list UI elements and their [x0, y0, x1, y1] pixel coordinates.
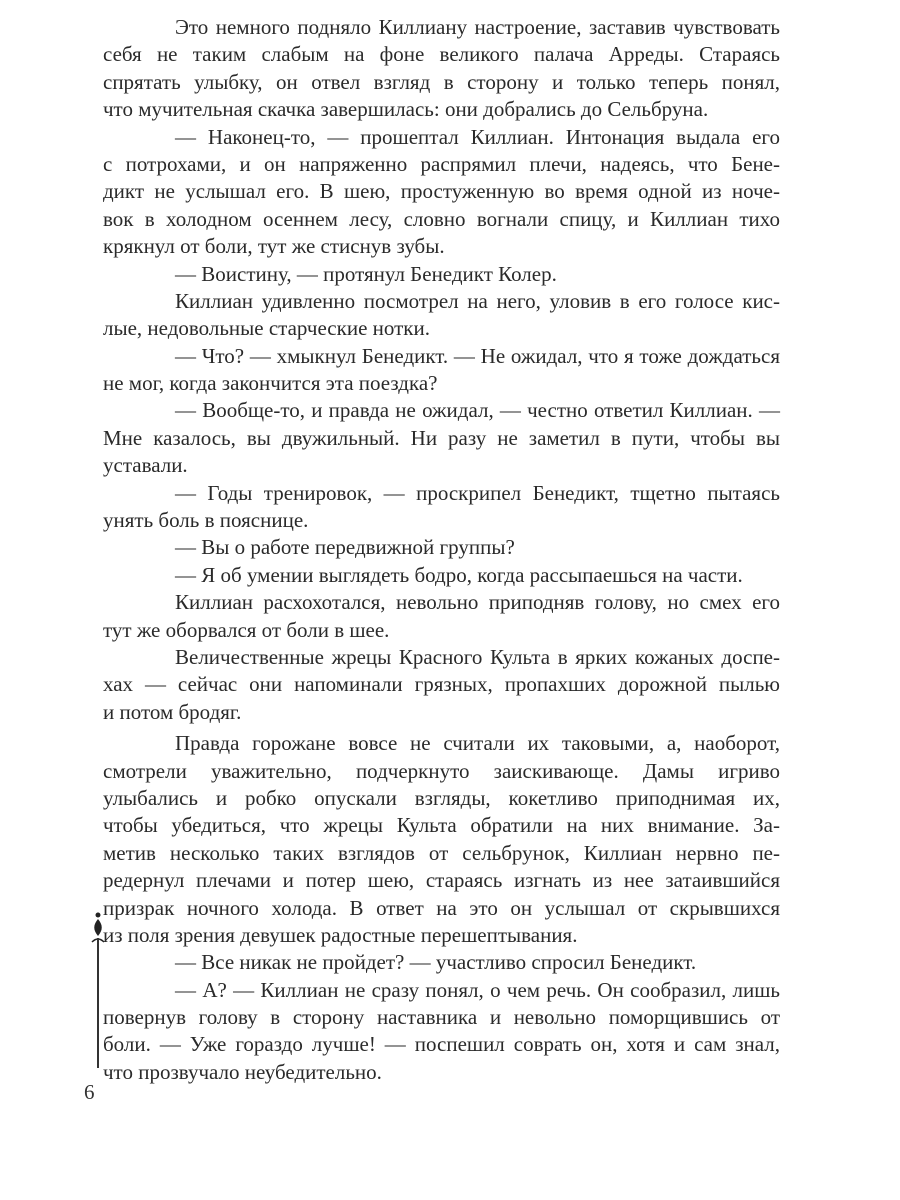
text-line	[103, 812, 780, 839]
text-line	[103, 288, 780, 315]
text-line-content: Это немного подняло Киллиану настроение, заставив чувствовать	[175, 15, 780, 39]
text-line	[103, 370, 780, 397]
text-line-content: — Что? — хмыкнул Бенедикт. — Не ожидал, что я тоже дождаться	[175, 343, 780, 368]
text-line-content: метив несколько таких взглядов от сельбрунок, Киллиан нервно пе-	[103, 840, 780, 865]
body-text	[103, 14, 780, 1086]
text-line-content: — Все никак не пройдет? — участливо спросил Бенедикт.	[175, 950, 697, 975]
text-line-content: уставали.	[103, 453, 188, 478]
text-line-content: тут же оборвался от боли в шее.	[103, 617, 390, 642]
text-line-content: — Вообще-то, и правда не ожидал, — честно ответил Киллиан. —	[175, 398, 780, 423]
text-line	[103, 206, 780, 233]
text-line	[103, 1004, 780, 1031]
text-line	[103, 1031, 780, 1058]
text-line-content: — Я об умении выглядеть бодро, когда рассыпаешься на части.	[175, 562, 743, 587]
text-line-content: повернув голову в сторону наставника и невольно поморщившись от	[103, 1005, 780, 1030]
text-line	[103, 397, 780, 424]
text-line-content: Киллиан удивленно посмотрел на него, уловив в его голосе кис-	[175, 288, 780, 313]
text-line	[103, 425, 780, 452]
text-line	[103, 124, 780, 151]
text-line-content: вок в холодном осеннем лесу, словно вогнали спицу, и Киллиан тихо	[103, 206, 780, 231]
text-line	[103, 507, 780, 534]
text-line	[103, 867, 780, 894]
text-line-content: Величественные жрецы Красного Культа в ярких кожаных доспе-	[175, 644, 780, 669]
text-line	[103, 730, 780, 757]
text-line-content: Правда горожане вовсе не считали их таковыми, а, наоборот,	[175, 731, 780, 756]
text-line	[103, 699, 780, 726]
text-line	[103, 69, 780, 96]
text-line-content: крякнул от боли, тут же стиснув зубы.	[103, 234, 445, 259]
text-line-content: Мне казалось, вы двужильный. Ни разу не заметил в пути, чтобы вы	[103, 425, 780, 450]
text-line	[103, 480, 780, 507]
text-line	[103, 758, 780, 785]
text-line-content: — Годы тренировок, — проскрипел Бенедикт, тщетно пытаясь	[175, 480, 780, 505]
text-line	[103, 617, 780, 644]
text-line-content: чтобы убедиться, что жрецы Культа обратили на них внимание. За-	[103, 813, 780, 838]
text-line	[103, 233, 780, 260]
text-line	[103, 41, 780, 68]
text-line-content: себя не таким слабым на фоне великого палача Арреды. Стараясь	[103, 42, 780, 67]
text-line	[103, 562, 780, 589]
text-line	[103, 1059, 780, 1086]
text-line-content: смотрели уважительно, подчеркнуто заискивающе. Дамы игриво	[103, 758, 780, 783]
text-line-content: улыбались и робко опускали взгляды, кокетливо приподнимая их,	[103, 785, 780, 810]
text-line	[103, 261, 780, 288]
text-line	[103, 315, 780, 342]
text-line	[103, 534, 780, 561]
text-line-content: хах — сейчас они напоминали грязных, пропахших дорожной пылью	[103, 672, 780, 697]
text-line-content: из поля зрения девушек радостные перешептывания.	[103, 922, 578, 947]
text-line	[103, 840, 780, 867]
page-number: 6	[84, 1080, 95, 1104]
text-line-content: не мог, когда закончится эта поездка?	[103, 371, 438, 396]
text-line-content: и потом бродяг.	[103, 699, 242, 724]
text-line-content: призрак ночного холода. В ответ на это он услышал от скрывшихся	[103, 895, 780, 920]
text-line	[103, 178, 780, 205]
text-line	[103, 949, 780, 976]
text-line-content: — А? — Киллиан не сразу понял, о чем речь. Он сообразил, лишь	[175, 977, 780, 1002]
text-line	[103, 452, 780, 479]
text-line-content: лые, недовольные старческие нотки.	[103, 316, 430, 341]
text-line	[103, 922, 780, 949]
text-line-content: унять боль в пояснице.	[103, 508, 309, 533]
text-line	[103, 151, 780, 178]
ornament-icon	[88, 912, 108, 1072]
text-line-content: что мучительная скачка завершилась: они добрались до Сельбруна.	[103, 97, 709, 122]
text-line	[103, 644, 780, 671]
text-line-content: — Наконец-то, — прошептал Киллиан. Интонация выдала его	[175, 124, 780, 149]
text-line	[103, 671, 780, 698]
text-line-content: — Вы о работе передвижной группы?	[175, 535, 515, 560]
text-line	[103, 343, 780, 370]
text-line	[103, 14, 780, 41]
text-line	[103, 895, 780, 922]
text-line-content: спрятать улыбку, он отвел взгляд в сторону и только теперь понял,	[103, 69, 780, 94]
text-line-content: — Воистину, — протянул Бенедикт Колер.	[175, 261, 557, 286]
text-line-content: Киллиан расхохотался, невольно приподняв голову, но смех его	[175, 590, 780, 615]
text-line	[103, 96, 780, 123]
text-line	[103, 589, 780, 616]
text-line-content: дикт не услышал его. В шею, простуженную во время одной из ноче-	[103, 179, 780, 204]
text-line-content: боли. — Уже гораздо лучше! — поспешил соврать он, хотя и сам знал,	[103, 1032, 780, 1057]
text-line	[103, 785, 780, 812]
text-line-content: редернул плечами и потер шею, стараясь изгнать из нее затаившийся	[103, 868, 780, 893]
text-line	[103, 977, 780, 1004]
text-line-content: с потрохами, и он напряженно распрямил плечи, надеясь, что Бене-	[103, 151, 780, 176]
text-line-content: что прозвучало неубедительно.	[103, 1059, 382, 1084]
